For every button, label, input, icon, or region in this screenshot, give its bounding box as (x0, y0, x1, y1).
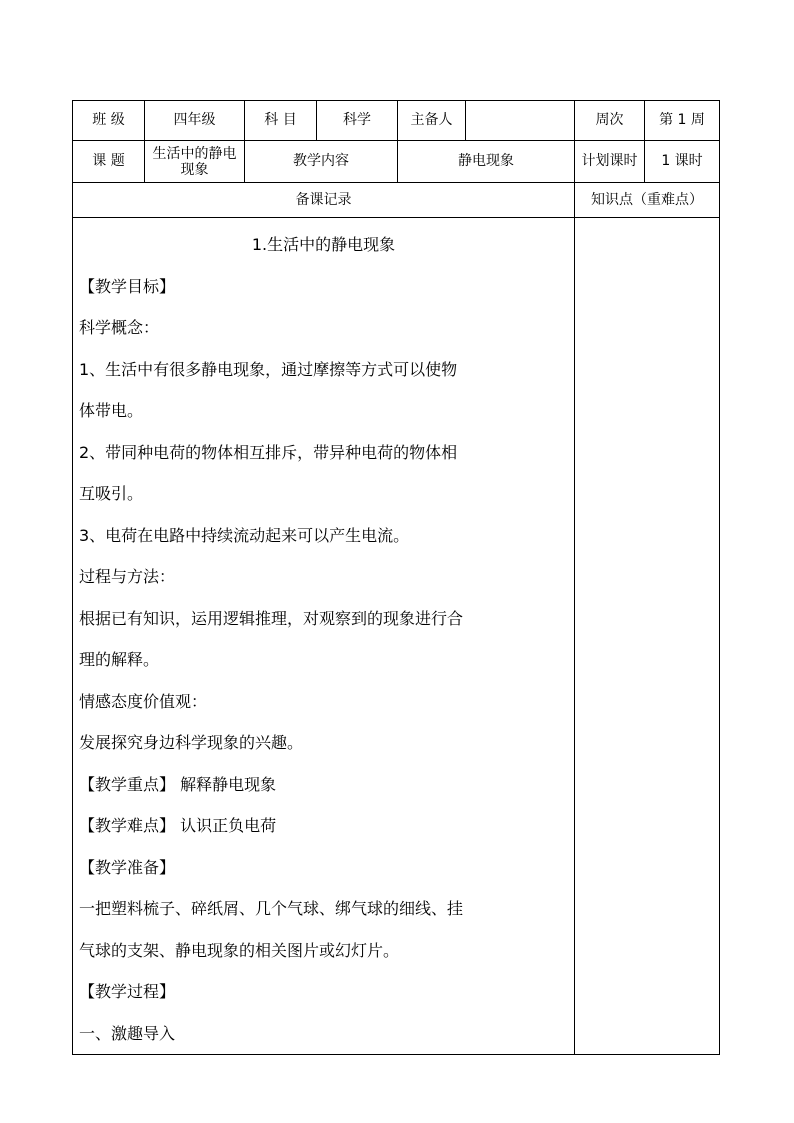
content-line: 过程与方法： (79, 567, 176, 586)
preparer-label: 主备人 (398, 101, 466, 141)
content-line: 理的解释。 (79, 650, 160, 669)
header-row-2 (73, 141, 720, 183)
content-line: 1、生活中有很多静电现象，通过摩擦等方式可以使物 (79, 359, 458, 379)
content-line: 【教学过程】 (79, 982, 176, 1001)
knowledge-cell (575, 218, 720, 1055)
content-value: 静电现象 (398, 141, 575, 183)
content-line: 【教学目标】 (79, 276, 176, 296)
topic-cell (145, 141, 245, 183)
content-line: 【教学重点】 解释静电现象 (79, 774, 277, 794)
subject-label: 科 目 (245, 101, 317, 141)
content-line: 根据已有知识，运用逻辑推理，对观察到的现象进行合 (79, 608, 464, 628)
content-line: 【教学难点】 认识正负电荷 (79, 816, 277, 835)
plan-value: 1 课时 (645, 141, 720, 183)
content-line: 3、电荷在电路中持续流动起来可以产生电流。 (79, 525, 410, 545)
content-line: 一把塑料梳子、碎纸屑、几个气球、绑气球的细线、挂 (79, 899, 464, 918)
header-row-1 (73, 101, 720, 141)
lesson-content (73, 218, 574, 1054)
content-line: 情感态度价值观： (79, 691, 208, 711)
lesson-plan-table (72, 100, 720, 1055)
grade-value: 四年级 (145, 101, 245, 141)
subject-value: 科学 (317, 101, 398, 141)
class-label: 班 级 (73, 101, 145, 141)
content-line: 一、激趣导入 (79, 1023, 176, 1043)
week-label: 周次 (575, 101, 645, 141)
content-line: 气球的支架、静电现象的相关图片或幻灯片。 (79, 940, 400, 960)
content-line: 2、带同种电荷的物体相互排斥，带异种电荷的物体相 (79, 442, 458, 462)
content-line: 科学概念： (79, 318, 160, 337)
content-row (73, 218, 720, 1055)
plan-label: 计划课时 (575, 141, 645, 183)
content-line: 体带电。 (79, 401, 144, 420)
topic-label: 课 题 (73, 141, 145, 183)
preparer-value (466, 101, 575, 141)
topic-value: 生活中的静电现象 (152, 145, 237, 178)
knowledge-label: 知识点（重难点） (575, 183, 720, 218)
week-value: 第 1 周 (645, 101, 720, 141)
lesson-title: 1.生活中的静电现象 (251, 235, 396, 254)
record-label: 备课记录 (73, 183, 575, 218)
content-line: 【教学准备】 (79, 857, 176, 877)
record-cell (73, 218, 575, 1055)
content-label: 教学内容 (245, 141, 398, 183)
content-line: 互吸引。 (79, 484, 144, 503)
section-header-row (73, 183, 720, 218)
content-line: 发展探究身边科学现象的兴趣。 (79, 733, 304, 752)
